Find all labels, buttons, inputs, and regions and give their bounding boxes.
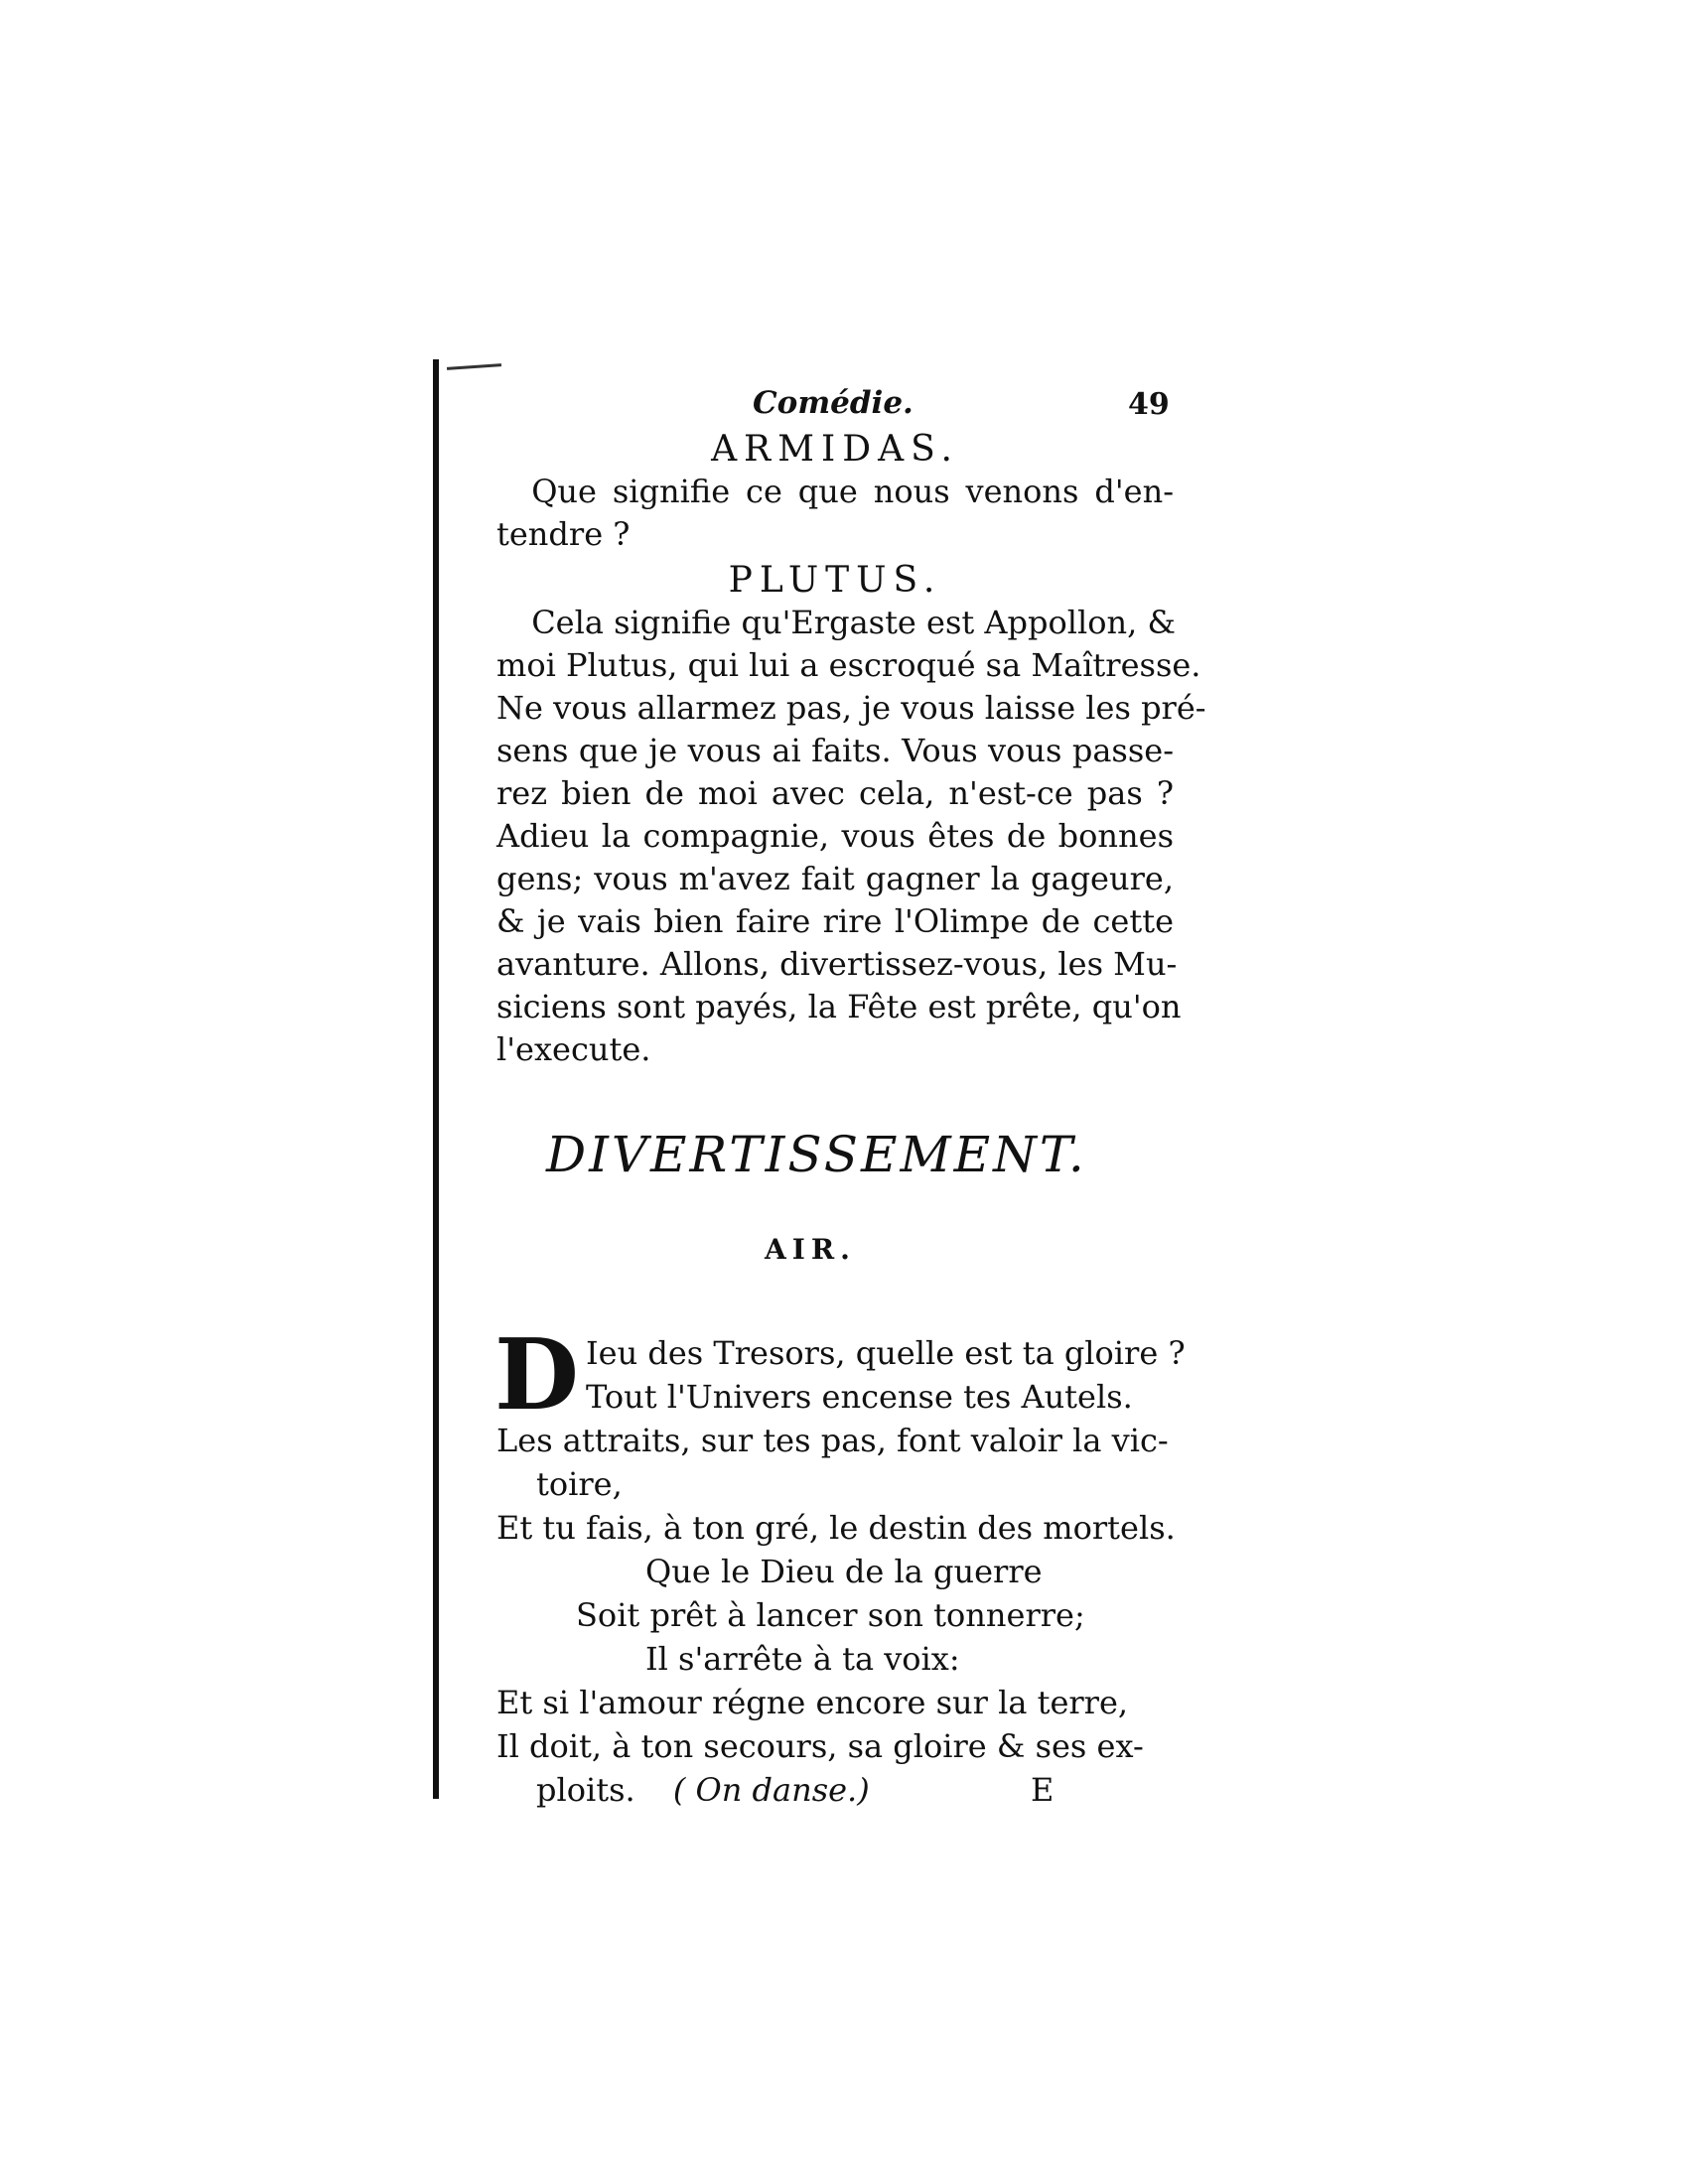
verse-line: Ieu des Tresors, quelle est ta gloire ? <box>586 1334 1186 1372</box>
speech-line: avanture. Allons, divertissez-vous, les Mu- <box>496 945 1178 983</box>
corner-mark <box>447 363 501 370</box>
verse-line: Soit prêt à lancer son tonnerre; <box>576 1596 1085 1634</box>
running-head <box>496 385 1174 429</box>
speech-line: & je vais bien faire rire l'Olimpe de cette <box>496 902 1174 940</box>
speech-line: tendre ? <box>496 515 631 553</box>
page-edge-shadow <box>433 359 439 1799</box>
speech-line: l'execute. <box>496 1030 651 1068</box>
text-block <box>494 385 1206 1812</box>
speech-line: moi Plutus, qui lui a escroqué sa Maîtresse. <box>496 646 1201 684</box>
verse-line <box>496 1768 1174 1812</box>
air-label: AIR. <box>765 1233 856 1266</box>
verse-line: Et tu fais, à ton gré, le destin des mortels. <box>496 1509 1176 1547</box>
speech-line: rez bien de moi avec cela, n'est-ce pas ? <box>496 774 1174 812</box>
speech-line: Cela signifie qu'Ergaste est Appollon, & <box>531 604 1176 641</box>
verse-line: Et si l'amour régne encore sur la terre, <box>496 1684 1129 1721</box>
catchword: E <box>1031 1771 1055 1809</box>
speech-line: gens; vous m'avez fait gagner la gageure, <box>496 860 1174 897</box>
stage-direction: ( On danse.) <box>672 1771 870 1809</box>
verse-line: Tout l'Univers encense tes Autels. <box>586 1378 1133 1416</box>
speaker-plutus: PLUTUS. <box>728 560 942 601</box>
speech-line: Adieu la compagnie, vous êtes de bonnes <box>496 817 1174 855</box>
running-title: Comédie. <box>753 385 914 421</box>
speech-line: Ne vous allarmez pas, je vous laisse les pré- <box>496 689 1206 727</box>
speech-plutus <box>496 602 1206 1071</box>
speech-line: Que signifie ce que nous venons d'en- <box>531 473 1174 510</box>
speech-line: sens que je vous ai faits. Vous vous passe- <box>496 732 1174 769</box>
verse-line: Il s'arrête à ta voix: <box>645 1640 960 1678</box>
speech-armidas <box>496 471 1174 556</box>
verse-line: Que le Dieu de la guerre <box>645 1553 1043 1590</box>
drop-capital: D <box>494 1318 579 1433</box>
verse-text: ploits. <box>536 1771 635 1809</box>
verse-line: toire, <box>536 1465 623 1503</box>
verse-line: Les attraits, sur tes pas, font valoir la vic- <box>496 1422 1169 1459</box>
speaker-armidas: ARMIDAS. <box>711 429 959 470</box>
verse-line: Il doit, à ton secours, sa gloire & ses ex- <box>496 1727 1144 1765</box>
song-verse <box>494 1318 1186 1812</box>
speech-line: siciens sont payés, la Fête est prête, qu'on <box>496 988 1182 1025</box>
page-number: 49 <box>1128 387 1170 422</box>
dropcap-block <box>494 1318 1186 1433</box>
section-title: DIVERTISSEMENT. <box>546 1126 1087 1183</box>
